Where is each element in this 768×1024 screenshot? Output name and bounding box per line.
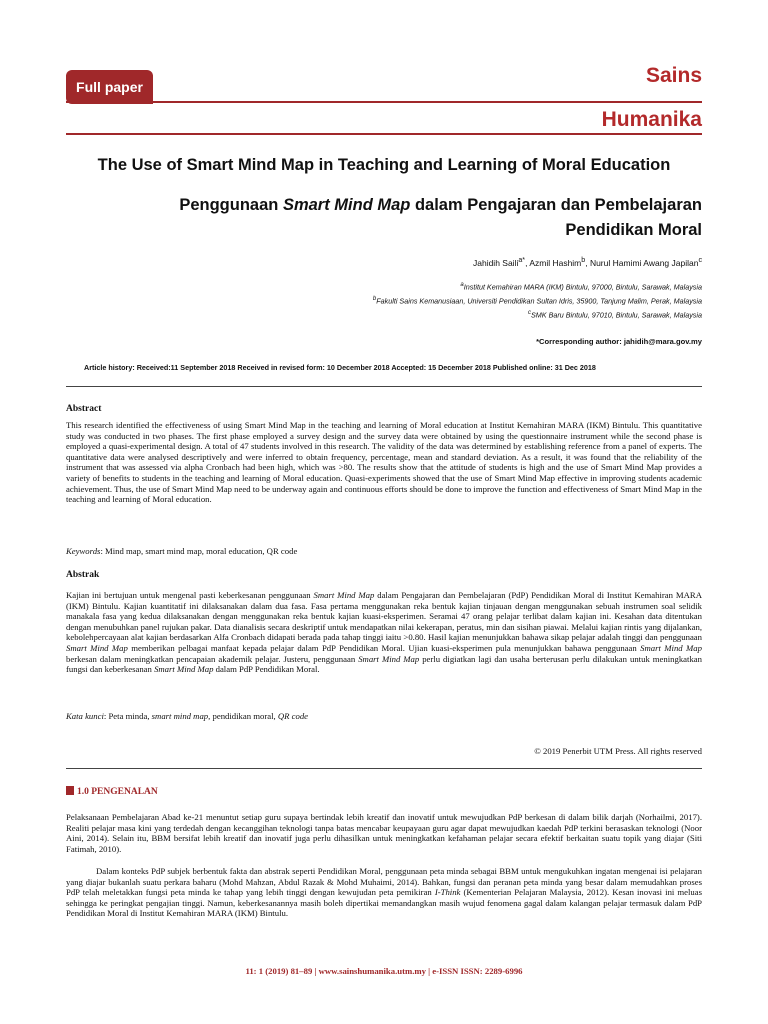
author-1: Jahidih Saili xyxy=(472,257,519,268)
full-paper-badge: Full paper xyxy=(66,70,153,104)
keywords-label: Keywords xyxy=(66,546,101,556)
section-paragraph-1: Pelaksanaan Pembelajaran Abad ke-21 menuntut setiap guru supaya bertindak lebih kreatif dan inovatif untuk mewujudkan PdP berkesan di dalam bilik darjah (Norhailmi, 2017). Realiti pelajar masa kini yang terdedah dengan kecanggihan teknologi tanpa batas mencabar keupayaan guru agar dapat mewujudkan kaedah PdP terkini berasaskan teknologi (Noor Aini, 2014). Selain itu, BBM bersifat lebih kreatif dan inovatif juga perlu dihasilkan untuk meningkatkan kefahaman pelajar secara efektif berkaitan suatu topik yang diajar (Siti Fatimah, 2010). xyxy=(66,812,702,854)
title-english: The Use of Smart Mind Map in Teaching and Learning of Moral Education xyxy=(97,156,671,174)
author-2: , Azmil Hashim xyxy=(525,257,582,268)
header-divider-top xyxy=(66,101,702,103)
history-divider xyxy=(66,386,702,387)
author-3: , Nurul Hamimi Awang Japilan xyxy=(585,257,699,268)
section-heading-text: 1.0 PENGENALAN xyxy=(77,787,158,797)
section-square-icon xyxy=(66,786,74,795)
title-malay-part1: Penggunaan xyxy=(179,196,283,214)
affiliation-a-text: Institut Kemahiran MARA (IKM) Bintulu, 97000, Bintulu, Sarawak, Malaysia xyxy=(463,282,702,292)
section-paragraph-2: Dalam konteks PdP subjek berbentuk fakta dan abstrak seperti Pendidikan Moral, penggunaan peta minda sebagai BBM untuk mengukuhkan ingatan mengenai isi pelajaran yang diajar bukanlah suatu perkara baharu (Mohd Mahzan, Abdul Razak & Mohd Muhaimi, 2014). Bahkan, fungsi dan peranan peta minda yang besar dalam memudahkan proses PdP telah meletakkan fungsi peta minda ke tahap yang lebih tinggi dengan kewujudan peta pemikiran I-Think (Kementerian Pelajaran Malaysia, 2012). Kesan inovasi ini meluas sehingga ke peringkat pengajian tinggi. Namun, keberkesanannya masih boleh dipertikai memandangkan masih wujud fenomena gagal dalam kalangan pelajar termasuk dalam PdP Pendidikan Moral di Institut Kemahiran MARA (IKM) Bintulu. xyxy=(66,866,702,919)
kata-kunci-label: Kata kunci xyxy=(66,711,104,721)
copyright-divider xyxy=(66,768,702,769)
keywords-text: : Mind map, smart mind map, moral education, QR code xyxy=(100,546,298,556)
title-malay-italic: Smart Mind Map xyxy=(282,196,411,214)
title-malay-part2: dalam Pengajaran dan Pembelajaran xyxy=(410,196,702,214)
author-2-sup: b xyxy=(581,256,586,264)
affiliation-a: $^a$Institut Kemahiran MARA (IKM) Bintulu, 97000, Bintulu, Sarawak, Malaysia xyxy=(460,282,702,292)
affiliation-b-text: Fakulti Sains Kemanusiaan, Universiti Pendidikan Sultan Idris, 35900, Tanjung Malim, Perak, Malaysia xyxy=(376,296,702,306)
authors xyxy=(473,256,702,268)
author-3-sup: c xyxy=(698,256,702,264)
journal-name-sains: Sains xyxy=(645,64,702,87)
abstrak-text: Kajian ini bertujuan untuk mengenal pasti keberkesanan penggunaan Smart Mind Map dalam Pengajaran dan Pembelajaran (PdP) Pendidikan Moral di Institut Kemahiran MARA (IKM) Bintulu. Kajian kuantitatif ini dilaksanakan dalam dua fasa. Fasa pertama menggunakan reka bentuk kajian tinjauan dengan menggunakan sebuah instrumen soal selidik manakala fasa yang kedua dilaksanakan dengan menggunakan reka bentuk kajian kuasi-eksperimen. Seramai 47 orang pelajar terlibat dalam kajian ini. Kesahan data ditentukan dengan menubuhkan panel rujukan pakar. Data dianalisis secara deskriptif untuk mendapatkan nilai kekerapan, peratus, min dan sisihan piawai. Melalui kajian rintis yang dijalankan, kebolehpercayaan alat kajian berdasarkan Alfa Cronbach didapati berada pada tahap tinggi iaitu >0.80. Hasil kajian menunjukkan bahawa sikap pelajar adalah tinggi dan penggunaan Smart Mind Map memberikan pelbagai manfaat kepada pelajar dalam PdP Pendidikan Moral. Ujian kuasi-eksperimen pula menunjukkan bahawa penggunaan Smart Mind Map berkesan dalam meningkatkan pencapaian akademik pelajar. Justeru, penggunaan Smart Mind Map perlu digiatkan lagi dan usaha berterusan perlu dilakukan untuk meningkatkan fungsi dan keberkesanan Smart Mind Map dalam PdP Pendidikan Moral. xyxy=(66,590,702,675)
abstrak-heading: Abstrak xyxy=(66,570,100,580)
journal-name-humanika: Humanika xyxy=(601,108,702,131)
abstract-text: This research identified the effectiveness of using Smart Mind Map in the teaching and learning of Moral education at Institut Kemahiran MARA (IKM) Bintulu. This quantitative study was conducted in two phases. The first phase employed a survey design and the survey data were obtained by using the questionnaire instrument while the second phase is employed a quasi-experimental design. A total of 47 students involved in this research. The validity of the data was determined by establishing reference from a panel of experts. The quantitative data were analysed descriptively and were inferred to obtain frequency, percentage, mean and standard deviation. As a result, it was found that the reliability of the instrument that was assessed via alpha Cronbach had been high, which was >80. The results show that the attitude of students is high and the use of Smart Mind Map provides a variety of benefits to students in the teaching and learning of Moral education. Quasi-experiments showed that the use of Smart Mind Map effective in improving students academic achievement. Thus, the use of Smart Mind Map need to be underway again and continuous efforts should be done to improve the function and effectiveness of Smart Mind Map in the teaching and learning of Moral education. xyxy=(66,420,702,505)
author-1-sup: a* xyxy=(518,256,526,264)
kata-kunci: Kata kunci: Peta minda, smart mind map, pendidikan moral, QR code xyxy=(66,711,309,721)
corresponding-author: *Corresponding author: jahidih@mara.gov.my xyxy=(536,337,702,346)
page-footer: 11: 1 (2019) 81–89 | www.sainshumanika.utm.my | e-ISSN ISSN: 2289-6996 xyxy=(245,966,523,976)
section-heading xyxy=(66,786,158,797)
title-malay-line2: Pendidikan Moral xyxy=(565,221,702,239)
abstract-heading: Abstract xyxy=(66,404,102,414)
article-history: Article history: Received:11 September 2018 Received in revised form: 10 December 2018 Accepted: 15 December 2018 Published online: 31 Dec 2018 xyxy=(84,363,596,372)
header-divider-bottom xyxy=(66,133,702,135)
copyright: © 2019 Penerbit UTM Press. All rights reserved xyxy=(534,746,702,756)
affiliation-b: $^b$Fakulti Sains Kemanusiaan, Universiti Pendidikan Sultan Idris, 35900, Tanjung Malim, Perak, Malaysia xyxy=(372,296,702,306)
keywords xyxy=(66,546,297,556)
affiliation-c-text: SMK Baru Bintulu, 97010, Bintulu, Sarawak, Malaysia xyxy=(531,310,702,320)
title-malay xyxy=(142,193,702,243)
affiliation-c: $^c$SMK Baru Bintulu, 97010, Bintulu, Sarawak, Malaysia xyxy=(528,310,702,320)
